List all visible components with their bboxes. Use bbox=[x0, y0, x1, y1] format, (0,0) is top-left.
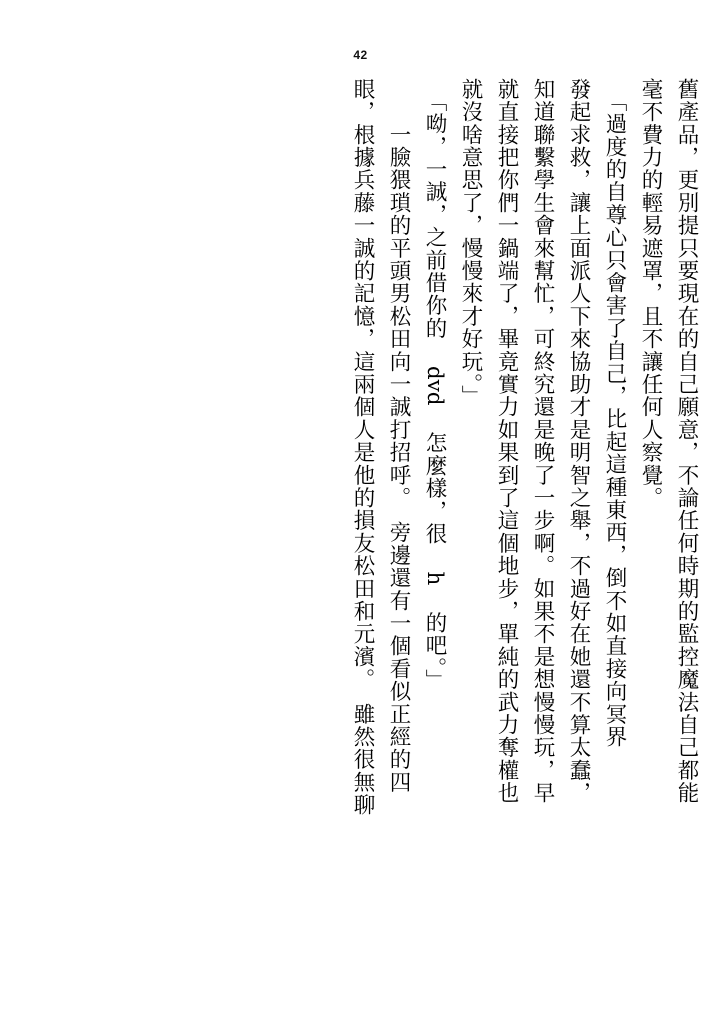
text-column: 眼，根據兵藤一誠的記憶，這兩個人是他的損友松田和元濱。 雖然很無聊 bbox=[350, 78, 375, 817]
text-column: 舊產品，更別提只要現在的自己願意，不論任何時期的監控魔法自己都能 bbox=[674, 78, 699, 805]
text-column: 知道聯繫學生會來幫忙，可終究還是晚了一步啊。如果不是想慢慢玩，早 bbox=[530, 78, 555, 805]
vertical-text-body bbox=[40, 78, 697, 968]
text-column: 發起求救，讓上面派人下來協助才是明智之舉，不過好在她還不算太蠢， bbox=[566, 78, 591, 805]
text-column: 一臉猥瑣的平頭男松田向一誠打招呼。 旁邊還有一個看似正經的四 bbox=[386, 78, 411, 794]
text-column: 就直接把你們一鍋端了，畢竟實力如果到了這個地步，單純的武力奪權也 bbox=[494, 78, 519, 805]
latin-run: h bbox=[422, 571, 447, 586]
text-column: 毫不費力的輕易遮罩，且不讓任何人察覺。 bbox=[638, 78, 663, 510]
text-column: 「呦，一誠，之前借你的 dvd 怎麼樣，很 h 的吧。」 bbox=[422, 78, 447, 692]
text-column: 「過度的自尊心只會害了自己，比起這種東西，倒不如直接向冥界 bbox=[602, 78, 627, 749]
text-column: 就沒啥意思了，慢慢來才好玩。」 bbox=[458, 78, 483, 408]
page-number: 42 bbox=[353, 48, 368, 62]
latin-run: dvd bbox=[422, 365, 447, 406]
